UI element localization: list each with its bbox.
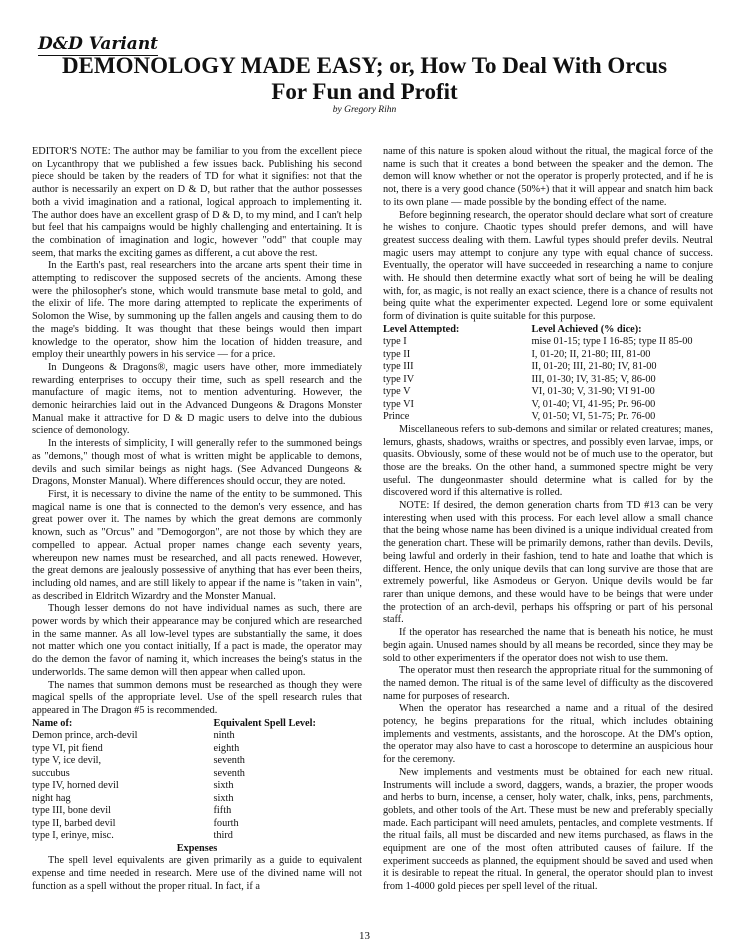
paragraph: In Dungeons & Dragons®, magic users have other, more immediately rewarding enterprises to occupy their time, such as spell research and the manufacture of magic items, not to mention adventuring. However, the demonic heirarchies laid out in the Advanced Dungeons & Dragons Monster Manual make it attractive for D & D magic users to delve into the dubious science of demonology. [32,361,362,437]
table-header: Equivalent Spell Level: [213,717,316,729]
paragraph: When the operator has researched a name and a ritual of the desired potency, he begins preparations for the ritual, which includes obtaining implements and vestments, assistants, and the horoscope. At the DM's option, the operator may also have to cast a horoscope to determine an auspicious hour for the ceremony. [383,703,713,766]
table-row: type IV, horned devil sixth [32,780,234,792]
table-row: type VI, pit fiend eighth [32,742,240,754]
paragraph: name of this nature is spoken aloud without the ritual, the magical force of the name is such that it creates a bond between the speaker and the demon. The demon will know whether or not the operator is properly protected, and if he is not, there is a very good chance (50%+) that it will appear and snatch him back to its own plane — made possible by the bonding effect of the name. [383,146,713,208]
table-row: type I, erinye, misc. third [32,830,233,842]
paragraph: Miscellaneous refers to sub-demons and similar or related creatures; manes, lemurs, ghasts, shadows, wraiths or spectres, and possibly even larvae, imps, or quasits. Obviously, some of these would not be of much use to the operator, but those are the breaks. On the other hand, a summoned spectre might be very useful. The dungeonmaster should determine what is called for by the discovered word if this alternative is rolled. [383,423,713,499]
byline: by Gregory Rihn [332,105,397,115]
right-column [383,146,713,894]
paragraph: New implements and vestments must be obtained for each new ritual. Instruments will include a sword, daggers, wands, a brazier, the proper woods and herbs to burn, incense, a censer, holy water, chalk, inks, pens, parchments, goblets, and other tools of the Art. These must be new and preferably specially made. Each participant will need amulets, pentacles, and complete vestments. If the ritual fails, all must be discarded and new items purchased, as flaws in the equipment are one of the most often attributed causes of failure. If the experiment succeeds as planned, the equipment should be saved and used when it is desirable to repeat the ritual. In general, the operator should plan to invest from 1-4000 gold pieces per spell level of the ritual. [383,766,713,893]
page-number: 13 [359,930,370,942]
editors-note: EDITOR'S NOTE: The author may be familiar to you from the excellent piece on Lycanthropy that we published a few issues back. Publishing his second piece should be taken by the readers of TD for what it signifies: not that the author is necessarily an expert on D & D, but rather that the author possesses both a vivid imagination and a rational, logical approach to implementing it. The author does have an excellent grasp of D & D, to my mind, and I can't help but feel that his campaigns would be highly challenging and entertaining. It is the combination of imagination and logic, however "odd" that couple may seem, that marks the exciting games as different, a cut above the rest. [32,146,362,259]
table-row: Demon prince, arch-devil ninth [32,730,235,742]
table-row: type I mise 01-15; type I 16-85; type II 85-00 [383,336,693,348]
table-row: Prince V, 01-50; VI, 51-75; Pr. 76-00 [383,411,656,423]
left-column [32,146,362,893]
paragraph: The operator must then research the appropriate ritual for the summoning of the named demon. The ritual is of the same level of difficulty as the discovered name for purposes of research. [383,665,713,702]
paragraph: In the Earth's past, real researchers into the arcane arts spent their time in attempting to rediscover the supposed secrets of the ancients. Among these were the philosopher's stone, which would transmute base metal to gold, and the elixir of life. The more daring attempted to replicate the experiments of Solomon the Wise, by summoning up the fallen angels and causing them to do the mage's bidding. It was thought that these beings would then impart knowledge to the operator, show him the location of hidden treasure, and employ their unearthly powers in his service — for a price. [32,260,362,361]
paragraph: If the operator has researched the name that is beneath his notice, he must begin again. Unused names should by all means be recorded, since they may be sold to other experimenters if the operator does not wish to use them. [383,627,713,664]
paragraph: Though lesser demons do not have individual names as such, there are power words by which their appearance may be conjured which are researched in the same manner. As all low-level types are substantially the same, it does not matter which one you contact initially, If a pact is made, the operator may do the demon the favor of naming it, which increases the being's status in the underworlds. The same demon will then appear when called upon. [32,603,362,678]
table-row: type VI V, 01-40; VI, 41-95; Pr. 96-00 [383,398,656,410]
table-row: type V VI, 01-30; V, 31-90; VI 91-00 [383,386,655,398]
paragraph: The spell level equivalents are given primarily as a guide to equivalent expense and time needed in research. Mere use of the divined name will not function as a spell without the proper ritual. In fact, if a [32,855,362,892]
paragraph: In the interests of simplicity, I will generally refer to the summoned beings as "demons," though most of what is written might be applicable to demons, devils and such similar beings as night hags. (See Advanced Dungeons & Dragons, Monster Manual). Where differences should occur, they are noted. [32,438,362,488]
table-row: type V, ice devil, seventh [32,755,245,767]
spell-level-table [32,718,362,843]
table-row: type II, barbed devil fourth [32,817,239,829]
table-header: Level Achieved (% dice): [531,323,642,335]
table-row: type III II, 01-20; III, 21-80; IV, 81-00 [383,361,657,373]
paragraph: NOTE: If desired, the demon generation charts from TD #13 can be very interesting when used with this process. For each level allow a small chance that the being whose name has been divined is a unique individual created from the generation chart. These will be primarily demons, rather than devils. Devils, being lawful and orderly in their fashion, tend to hate and loathe that which is different. Hence, the only unique devils that can long survive are those that are extremely powerful, like Asmodeus or Geryon. Unique devils would be far rarer than unique demons, and these would have to be beings that were under the protection of an arch-devil, perhaps his offspring or part of his personal staff. [383,500,713,626]
expenses-heading: Expenses [176,842,218,854]
table-row: type IV III, 01-30; IV, 31-85; V, 86-00 [383,373,656,385]
table-row: succubus seventh [32,767,245,779]
paragraph: The names that summon demons must be researched as though they were magical spells of the appropriate level. Use of the spell research rules that appeared in The Dragon #5 is recommended. [32,679,362,716]
table-header: Level Attempted: [383,323,460,335]
level-achieved-table [383,324,713,424]
article-title: DEMONOLOGY MADE EASY; or, How To Deal With Orcus For Fun and Profit [61,53,668,104]
table-header: Name of: [32,717,73,729]
paragraph: Before beginning research, the operator should declare what sort of creature he wishes to conjure. Chaotic types should prefer demons, and will have greatest success dealing with them. Lawful types should prefer devils. Neutral magic users may attempt to conjure any type with equal chance of success. Eventually, the operator will have succeeded in researching a name to conjure with. He should then determine exactly what sort of being he will be dealing with, for, as magic, is not really an exact science, there is a chance of results not being quite what the experimenter expected. Legend lore or some equivalent form of divination is quite suitable for this purpose. [383,209,713,323]
table-row: type III, bone devil fifth [32,805,232,817]
paragraph: First, it is necessary to divine the name of the entity to be summoned. This magical name is one that is connected to the demon's very essence, and has great power over it. The names by which the great demons are commonly known, such as "Orcus" and "Demogorgon", are not those by which they are compelled to appear. Actual proper names change each seventy years, whereupon new names must be researched, and all pacts renewed. However, the great demons are jealously possessive of anything that has ever been theirs, including old names, and are still likely to appear if the name is "taken in vain", as described in Eldritch Wizardry and the Monster Manual. [32,488,362,602]
table-row: night hag sixth [32,792,234,804]
table-row: type II I, 01-20; II, 21-80; III, 81-00 [383,348,651,360]
section-tag: D&D Variant [38,34,159,54]
